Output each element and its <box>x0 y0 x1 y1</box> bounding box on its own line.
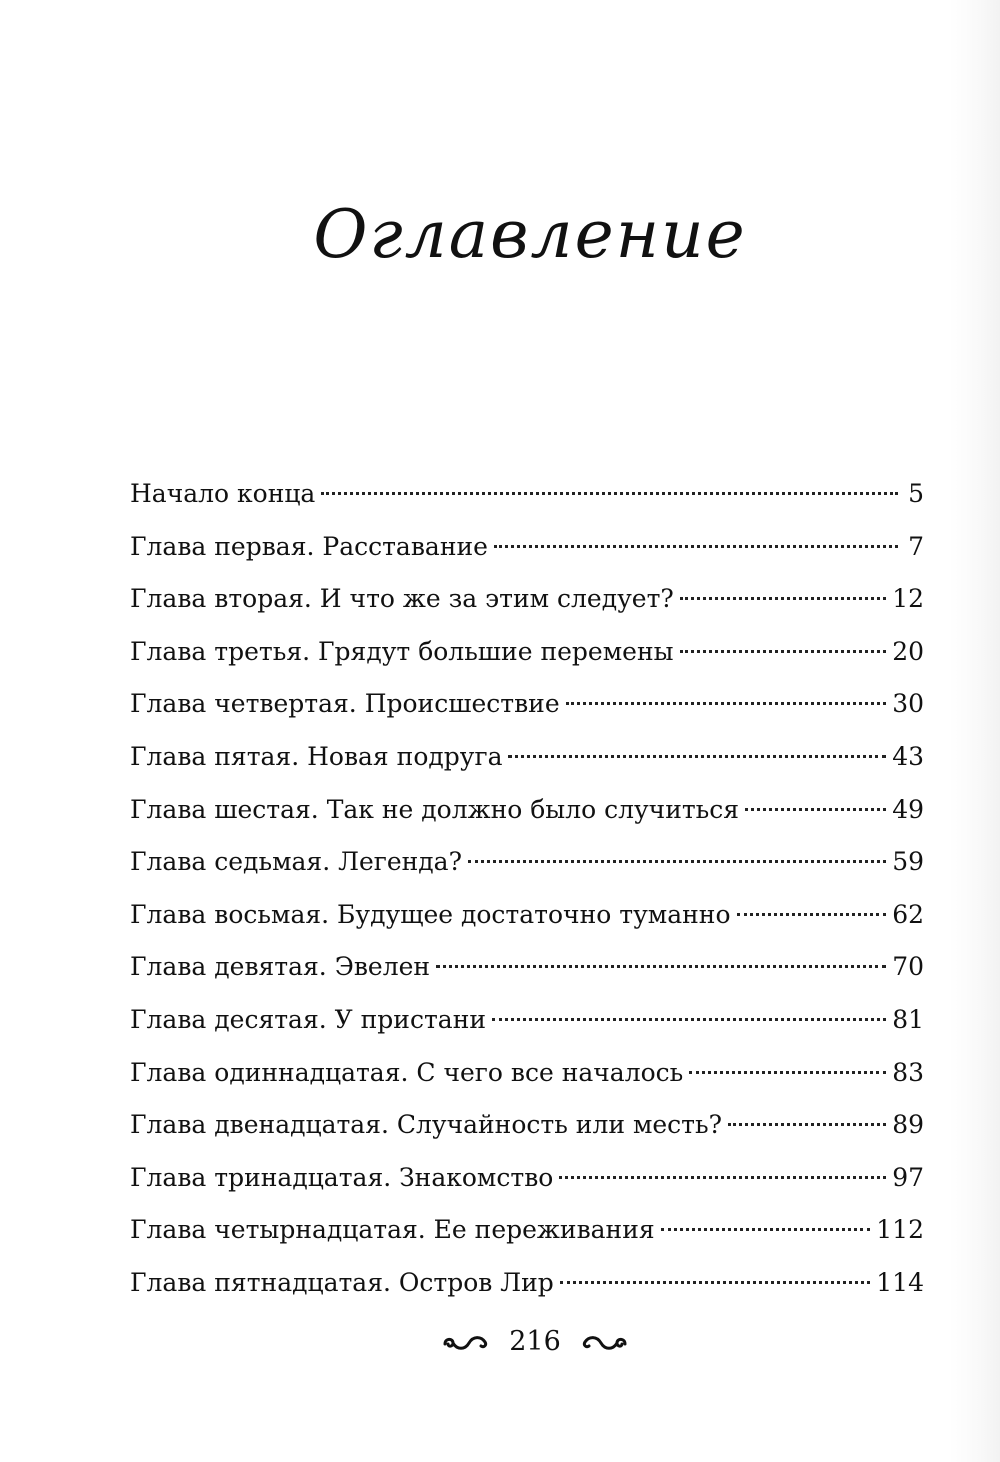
toc-entry <box>130 1204 924 1257</box>
toc-entry <box>130 941 924 994</box>
toc-entry-title: Глава шестая. Так не должно было случиться <box>130 794 740 824</box>
dot-leader <box>680 597 886 600</box>
toc-entry-title: Глава двенадцатая. Случайность или месть? <box>130 1110 723 1140</box>
toc-entry-page: 30 <box>892 689 924 719</box>
toc-entry-page: 20 <box>892 636 924 666</box>
toc-entry-title: Глава одиннадцатая. С чего все началось <box>130 1057 684 1087</box>
dot-leader <box>494 545 898 548</box>
dot-leader <box>321 492 898 495</box>
toc-entry-page: 5 <box>908 479 924 508</box>
toc-entry-title: Глава седьмая. Легенда? <box>130 847 462 877</box>
toc-entry-title: Глава десятая. У пристани <box>130 1004 487 1034</box>
dot-leader <box>566 702 887 705</box>
page-number: 216 <box>509 1326 561 1357</box>
toc-entry-page: 70 <box>892 952 924 982</box>
toc-entry <box>130 1099 924 1152</box>
toc-entry-page: 7 <box>908 531 924 561</box>
toc-entry-title: Глава вторая. И что же за этим следует? <box>130 584 674 614</box>
toc-entry-page: 12 <box>892 584 924 614</box>
toc-entry-page: 59 <box>892 847 924 877</box>
dot-leader <box>436 965 886 968</box>
dot-leader <box>508 755 886 758</box>
toc-entry <box>130 889 924 942</box>
dot-leader <box>737 913 887 916</box>
toc-entry <box>130 626 924 679</box>
toc-entry <box>130 731 924 784</box>
toc-entry-title: Глава четырнадцатая. Ее переживания <box>130 1215 655 1245</box>
swirl-ornament-icon <box>441 1330 491 1354</box>
toc-entry <box>130 1047 924 1100</box>
toc-entry <box>130 521 924 574</box>
toc-entry-title: Глава девятая. Эвелен <box>130 952 431 982</box>
page-footer <box>0 1326 1000 1357</box>
dot-leader <box>728 1123 886 1126</box>
toc-entry-title: Глава третья. Грядут большие перемены <box>130 636 674 666</box>
dot-leader <box>560 1281 870 1284</box>
toc-entry-page: 112 <box>876 1215 924 1245</box>
table-of-contents <box>130 468 924 1310</box>
toc-entry-page: 49 <box>892 794 924 824</box>
dot-leader <box>468 860 886 863</box>
toc-entry-page: 43 <box>892 741 924 771</box>
dot-leader <box>689 1071 886 1074</box>
toc-entry-title: Глава пятнадцатая. Остров Лир <box>130 1267 554 1297</box>
toc-entry <box>130 468 924 521</box>
toc-entry <box>130 836 924 889</box>
dot-leader <box>680 650 887 653</box>
toc-entry-title: Начало конца <box>130 479 316 508</box>
toc-entry <box>130 573 924 626</box>
toc-entry-title: Глава четвертая. Происшествие <box>130 689 560 719</box>
toc-entry-title: Глава первая. Расставание <box>130 531 488 561</box>
dot-leader <box>492 1018 886 1021</box>
dot-leader <box>745 808 886 811</box>
toc-entry-title: Глава тринадцатая. Знакомство <box>130 1162 554 1192</box>
dot-leader <box>559 1176 886 1179</box>
toc-entry <box>130 994 924 1047</box>
toc-entry-page: 62 <box>892 899 924 929</box>
toc-entry-page: 89 <box>892 1110 924 1140</box>
toc-entry-page: 97 <box>892 1162 924 1192</box>
toc-entry <box>130 678 924 731</box>
toc-entry-page: 81 <box>892 1004 924 1034</box>
toc-entry-title: Глава пятая. Новая подруга <box>130 741 503 771</box>
toc-entry-page: 83 <box>892 1057 924 1087</box>
toc-entry-title: Глава восьмая. Будущее достаточно туманно <box>130 899 731 929</box>
page-title: Оглавление <box>313 196 747 273</box>
toc-entry <box>130 784 924 837</box>
toc-entry-page: 114 <box>876 1267 924 1297</box>
toc-entry <box>130 1257 924 1310</box>
toc-entry <box>130 1152 924 1205</box>
dot-leader <box>661 1228 871 1231</box>
swirl-ornament-icon <box>579 1330 629 1354</box>
